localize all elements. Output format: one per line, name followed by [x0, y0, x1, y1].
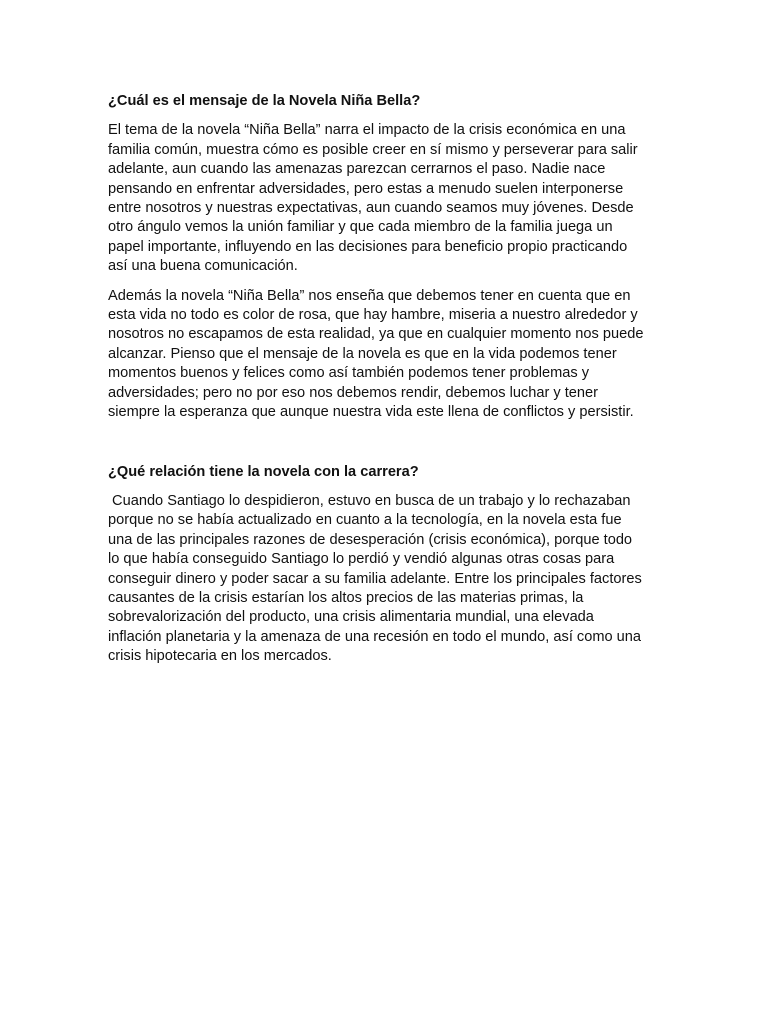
paragraph-line: adelante, aun cuando las amenazas parezcan cerrarnos el paso. Nadie nace	[108, 161, 606, 178]
paragraph-line: inflación planetaria y la amenaza de una recesión en todo el mundo, así como una	[108, 628, 642, 645]
paragraph-line: papel importante, influyendo en las decisiones para beneficio propio practicando	[108, 238, 628, 255]
paragraph-line: momentos buenos y felices como así también podemos tener problemas y	[108, 365, 590, 382]
paragraph-line: siempre la esperanza que aunque nuestra vida este llena de conflictos y persistir.	[108, 404, 634, 421]
section-spacer	[108, 433, 668, 463]
paragraph-line: lo que había conseguido Santiago lo perdió y vendió algunas otras cosas para	[108, 551, 615, 568]
paragraph-line: alcanzar. Pienso que el mensaje de la novela es que en la vida podemos tener	[108, 345, 617, 362]
section1-paragraph2	[108, 287, 668, 423]
paragraph-line: Cuando Santiago lo despidieron, estuvo en busca de un trabajo y lo rechazaban	[108, 492, 631, 509]
section2-paragraph1	[108, 492, 668, 667]
paragraph-line: causantes de la crisis estarían los altos precios de las materias primas, la	[108, 589, 584, 606]
paragraph-line: sobrevalorización del producto, una crisis alimentaria mundial, una elevada	[108, 609, 594, 626]
paragraph-line: esta vida no todo es color de rosa, que hay hambre, miseria a nuestro alrededor y	[108, 307, 638, 324]
section1-heading: ¿Cuál es el mensaje de la Novela Niña Bella?	[108, 93, 421, 109]
section2-heading: ¿Qué relación tiene la novela con la carrera?	[108, 463, 419, 480]
paragraph-line: adversidades; pero no por eso nos debemos rendir, debemos luchar y tener	[108, 384, 598, 401]
paragraph-line: así una buena comunicación.	[108, 258, 298, 275]
paragraph-line: conseguir dinero y poder sacar a su familia adelante. Entre los principales factores	[108, 570, 642, 587]
paragraph-line: porque no se había actualizado en cuanto a la tecnología, en la novela esta fue	[108, 512, 622, 529]
paragraph-line: una de las principales razones de desesperación (crisis económica), porque todo	[108, 531, 633, 548]
paragraph-line: pensando en enfrentar adversidades, pero estas a menudo suelen interponerse	[108, 180, 624, 197]
section1-paragraph1	[108, 121, 668, 276]
document-body	[108, 92, 668, 677]
paragraph-line: entre nosotros y nuestras expectativas, aun cuando seamos muy jóvenes. Desde	[108, 200, 634, 217]
paragraph-line: crisis hipotecaria en los mercados.	[108, 648, 332, 665]
paragraph-line: Además la novela “Niña Bella” nos enseña que debemos tener en cuenta que en	[108, 287, 631, 304]
paragraph-line: familia común, muestra cómo es posible creer en sí mismo y perseverar para salir	[108, 141, 638, 158]
paragraph-line: otro ángulo vemos la unión familiar y que cada miembro de la familia juega un	[108, 219, 613, 236]
paragraph-line: nosotros no escapamos de esta realidad, ya que en cualquier momento nos puede	[108, 326, 644, 343]
paragraph-line: El tema de la novela “Niña Bella” narra el impacto de la crisis económica en una	[108, 122, 626, 139]
